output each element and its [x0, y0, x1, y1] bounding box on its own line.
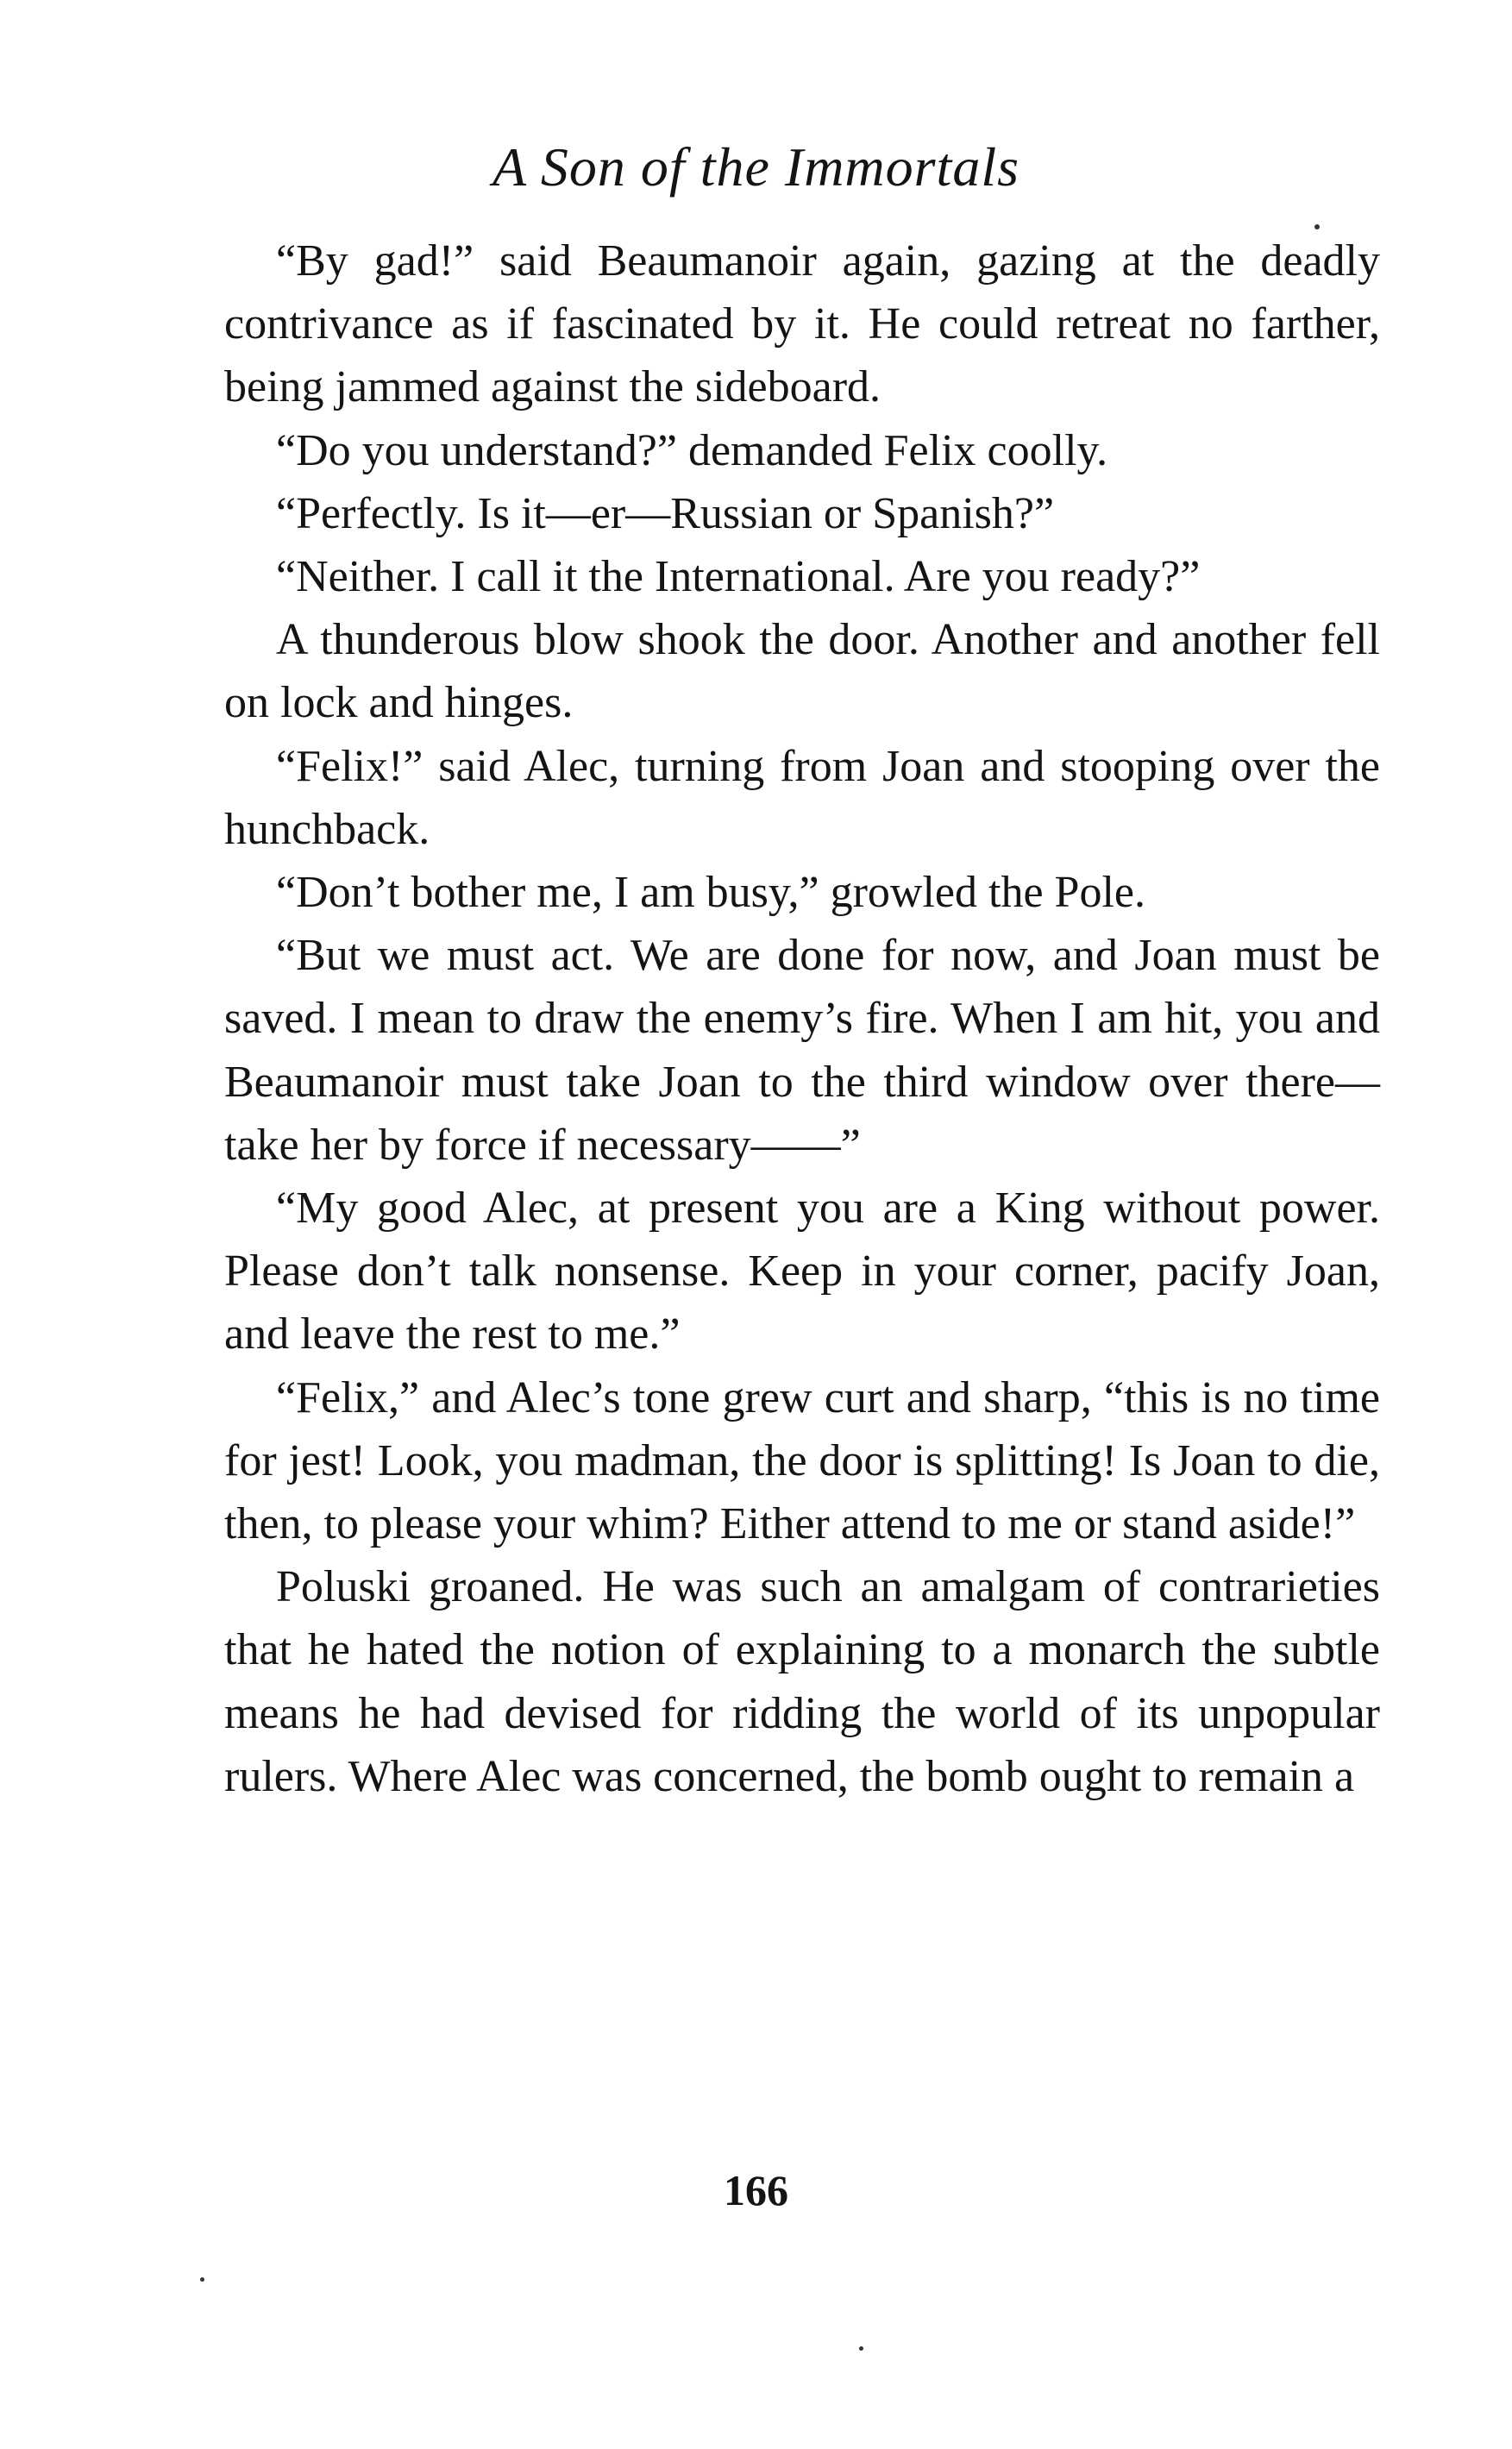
paragraph: “Do you understand?” demanded Felix coolly.	[276, 425, 1108, 475]
paragraph: “By gad!” said Beaumanoir again, gazing at the deadly contrivance as if fascinated by it. He could retreat no farther, being jammed against the sideboard.	[224, 236, 1380, 412]
paragraph: “Perfectly. Is it—er—Russian or Spanish?”	[276, 488, 1055, 538]
scan-speck	[1314, 224, 1320, 229]
paragraph: “My good Alec, at present you are a King without power. Please don’t talk nonsense. Keep in your corner, pacify Joan, and leave the rest to me.”	[224, 1184, 1380, 1360]
paragraph: “Felix,” and Alec’s tone grew curt and sharp, “this is no time for jest! Look, you madman, the door is splitting! Is Joan to die, then, to please your whim? Either attend to me or stand aside!”	[224, 1372, 1380, 1549]
paragraph: Poluski groaned. He was such an amalgam of contrarieties that he hated the notion of explaining to a monarch the subtle means he had devised for ridding the world of its unpopular rulers. Where Alec was concerned, the bomb ought to remain a	[224, 1562, 1380, 1801]
paragraph: “Neither. I call it the International. Are you ready?”	[276, 552, 1201, 602]
scan-speck	[859, 2346, 863, 2351]
paragraph: A thunderous blow shook the door. Another and another fell on lock and hinges.	[224, 615, 1380, 728]
page-number: 166	[724, 2166, 788, 2214]
paragraph: “But we must act. We are done for now, and Joan must be saved. I mean to draw the enemy’s fire. When I am hit, you and Beaumanoir must take Joan to the third window over there—take her by force if necessary——”	[224, 931, 1380, 1170]
paragraph: “Don’t bother me, I am busy,” growled the Pole.	[276, 868, 1145, 918]
body-text	[224, 229, 1380, 1808]
running-head: A Son of the Immortals	[492, 136, 1020, 198]
paragraph: “Felix!” said Alec, turning from Joan and stooping over the hunchback.	[224, 741, 1380, 854]
scan-speck	[200, 2277, 204, 2282]
